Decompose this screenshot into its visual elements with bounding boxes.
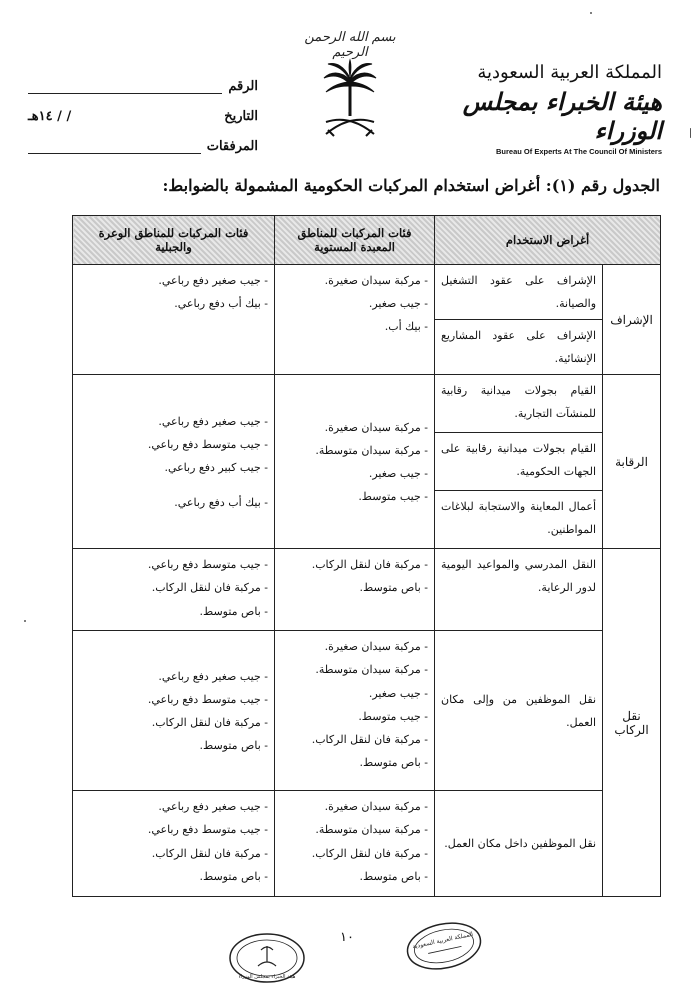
number-line bbox=[28, 81, 222, 94]
rough-vehicles-cell bbox=[73, 549, 275, 631]
list-item: - بيك أب دفع رباعي. bbox=[79, 491, 268, 514]
category-cell: الإشراف bbox=[603, 265, 661, 375]
category-cell: نقل الركاب bbox=[603, 549, 661, 897]
flat-vehicles-cell bbox=[275, 631, 435, 791]
list-item: - جيب صغير دفع رباعي. bbox=[79, 665, 268, 688]
table-row bbox=[73, 265, 661, 320]
stamp-left-text: هيئة الخبراء بمجلس الوزراء bbox=[238, 974, 296, 980]
page-number: ١٠ bbox=[340, 930, 354, 945]
org-line1: المملكة العربية السعودية bbox=[477, 62, 662, 83]
list-item: - باص متوسط. bbox=[281, 865, 428, 888]
list-item: - جيب صغير. bbox=[281, 292, 428, 315]
purpose-cell: نقل الموظفين من وإلى مكان العمل. bbox=[435, 631, 603, 791]
list-item: - مركبة سيدان صغيرة. bbox=[281, 635, 428, 658]
flat-vehicles-cell bbox=[275, 791, 435, 897]
attachments-field bbox=[28, 124, 258, 154]
org-line2: هيئة الخبراء بمجلس الوزراء bbox=[462, 87, 662, 145]
list-item: - مركبة سيدان صغيرة. bbox=[281, 795, 428, 818]
list-item: - مركبة فان لنقل الركاب. bbox=[79, 711, 268, 734]
purpose-cell: النقل المدرسي والمواعيد اليومية لدور الرعاية. bbox=[435, 549, 603, 631]
list-item: - جيب كبير دفع رباعي. bbox=[79, 456, 268, 479]
purpose-cell: القيام بجولات ميدانية رقابية على الجهات الحكومية. bbox=[435, 433, 603, 491]
list-item: - مركبة فان لنقل الركاب. bbox=[281, 728, 428, 751]
list-item: - مركبة فان لنقل الركاب. bbox=[79, 576, 268, 599]
list-item: - باص متوسط. bbox=[281, 576, 428, 599]
purpose-cell: الإشراف على عقود المشاريع الإنشائية. bbox=[435, 320, 603, 375]
list-item: - جيب متوسط دفع رباعي. bbox=[79, 553, 268, 576]
org-english: Bureau Of Experts At The Council Of Ministers bbox=[496, 147, 662, 156]
number-field bbox=[28, 64, 258, 94]
list-item: - جيب صغير دفع رباعي. bbox=[79, 269, 268, 292]
official-seal-icon bbox=[405, 920, 483, 972]
date-label: التاريخ bbox=[224, 109, 258, 124]
list-item: - جيب صغير دفع رباعي. bbox=[79, 795, 268, 818]
header-rough-areas: فئات المركبات للمناطق الوعرة والجبلية bbox=[73, 216, 275, 265]
list-item: - جيب متوسط دفع رباعي. bbox=[79, 818, 268, 841]
vehicle-purposes-table bbox=[72, 215, 661, 897]
date-value: / / ١٤هـ bbox=[28, 109, 72, 124]
date-field bbox=[28, 94, 258, 124]
list-item: - مركبة سيدان متوسطة. bbox=[281, 439, 428, 462]
rough-vehicles-cell bbox=[73, 791, 275, 897]
list-item: - مركبة سيدان صغيرة. bbox=[281, 416, 428, 439]
list-item: - بيك أب. bbox=[281, 315, 428, 338]
table-row bbox=[73, 631, 661, 791]
organization-name bbox=[462, 62, 662, 156]
rough-vehicles-cell bbox=[73, 375, 275, 549]
table-header-row bbox=[73, 216, 661, 265]
document-meta-fields bbox=[28, 64, 258, 154]
list-item: - جيب متوسط دفع رباعي. bbox=[79, 433, 268, 456]
category-cell: الرقابة bbox=[603, 375, 661, 549]
list-item: - جيب صغير. bbox=[281, 462, 428, 485]
list-item: - جيب متوسط. bbox=[281, 485, 428, 508]
list-item: - باص متوسط. bbox=[281, 751, 428, 774]
flat-vehicles-cell bbox=[275, 265, 435, 375]
purpose-cell: الإشراف على عقود التشغيل والصيانة. bbox=[435, 265, 603, 320]
header-flat-areas: فئات المركبات للمناطق المعبدة المستوية bbox=[275, 216, 435, 265]
number-label: الرقم bbox=[228, 79, 258, 94]
header-purposes: أغراض الاستخدام bbox=[435, 216, 661, 265]
flat-vehicles-cell bbox=[275, 549, 435, 631]
list-item: - باص متوسط. bbox=[79, 600, 268, 623]
table-row bbox=[73, 791, 661, 897]
list-item: - مركبة سيدان متوسطة. bbox=[281, 818, 428, 841]
list-item: - مركبة فان لنقل الركاب. bbox=[281, 842, 428, 865]
list-item: - مركبة فان لنقل الركاب. bbox=[79, 842, 268, 865]
list-item: - جيب صغير. bbox=[281, 682, 428, 705]
list-item: - مركبة سيدان صغيرة. bbox=[281, 269, 428, 292]
purpose-cell: القيام بجولات ميدانية رقابية للمنشآت التجارية. bbox=[435, 375, 603, 433]
rough-vehicles-cell bbox=[73, 265, 275, 375]
list-item: - جيب متوسط. bbox=[281, 705, 428, 728]
list-item: - بيك أب دفع رباعي. bbox=[79, 292, 268, 315]
list-item: - باص متوسط. bbox=[79, 734, 268, 757]
list-item: - جيب صغير دفع رباعي. bbox=[79, 410, 268, 433]
rough-vehicles-cell bbox=[73, 631, 275, 791]
attachments-label: المرفقات bbox=[206, 139, 258, 154]
purpose-cell: أعمال المعاينة والاستجابة لبلاغات المواطنين. bbox=[435, 491, 603, 549]
table-row bbox=[73, 549, 661, 631]
flat-vehicles-cell bbox=[275, 375, 435, 549]
list-item: - مركبة سيدان متوسطة. bbox=[281, 658, 428, 681]
list-item: - جيب متوسط دفع رباعي. bbox=[79, 688, 268, 711]
basmala: بسم الله الرحمن الرحيم bbox=[304, 30, 396, 60]
table-row bbox=[73, 375, 661, 433]
list-item: - مركبة فان لنقل الركاب. bbox=[281, 553, 428, 576]
official-seal-icon bbox=[228, 932, 306, 984]
list-item: - باص متوسط. bbox=[79, 865, 268, 888]
attachments-line bbox=[28, 141, 201, 154]
table-title: الجدول رقم (١): أغراض استخدام المركبات الحكومية المشمولة بالضوابط: bbox=[162, 176, 660, 195]
palm-swords-emblem-icon bbox=[320, 58, 380, 142]
stamp-right-text: المملكة العربية السعودية bbox=[412, 930, 474, 951]
purpose-cell: نقل الموظفين داخل مكان العمل. bbox=[435, 791, 603, 897]
